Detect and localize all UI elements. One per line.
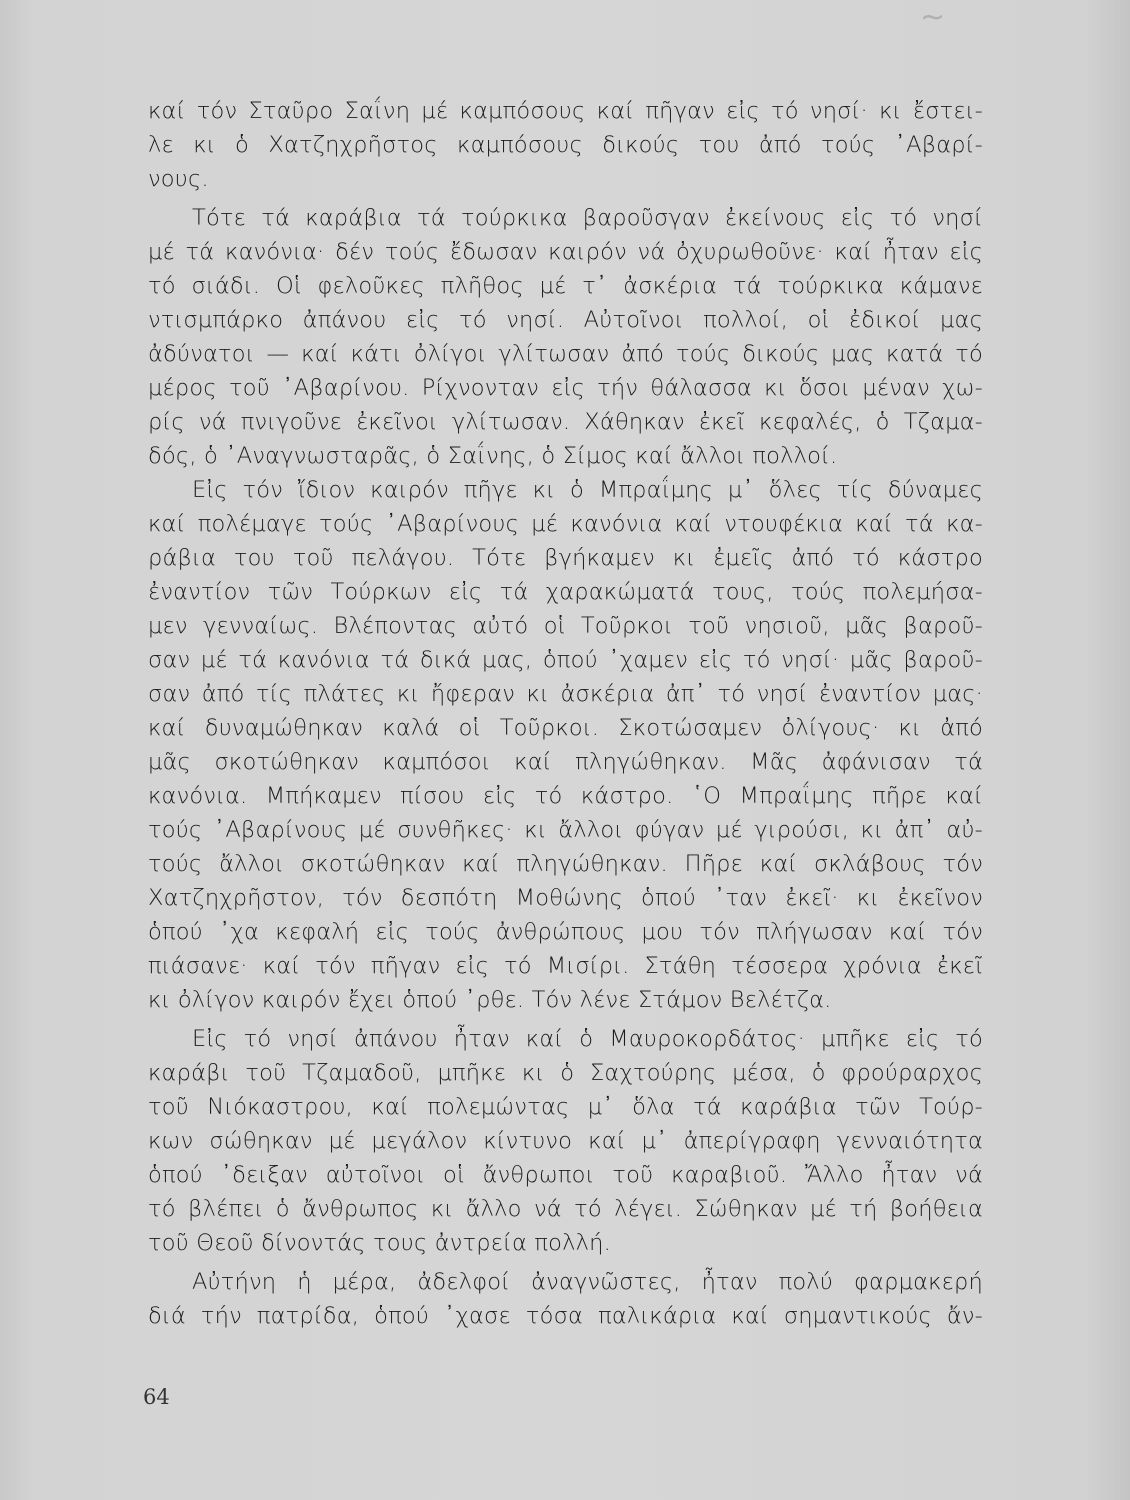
text-line: κων σώθηκαν μέ μεγάλον κίντυνο καί μ᾿ ἀπερίγραφη γενναιότητα	[148, 1128, 983, 1154]
text-line: ἐναντίον τῶν Τούρκων εἰς τά χαρακώματά τους, τούς πολεμήσα-	[148, 579, 983, 605]
text-line: τούς ἄλλοι σκοτώθηκαν καί πληγώθηκαν. Πῆρε καί σκλάβους τόν	[148, 851, 983, 877]
text-line: τοῦ Νιόκαστρου, καί πολεμώντας μ᾿ ὅλα τά καράβια τῶν Τούρ-	[148, 1094, 983, 1120]
text-line: πιάσανε· καί τόν πῆγαν εἰς τό Μισίρι. Στάθη τέσσερα χρόνια ἐκεῖ	[148, 953, 983, 979]
text-line: Εἰς τόν ἴδιον καιρόν πῆγε κι ὁ Μπραΐμης μ᾿ ὅλες τίς δύναμες	[192, 477, 983, 503]
text-line: καράβι τοῦ Τζαμαδοῦ, μπῆκε κι ὁ Σαχτούρης μέσα, ὁ φρούραρχος	[148, 1060, 983, 1086]
text-line: Τότε τά καράβια τά τούρκικα βαροῦσγαν ἐκείνους εἰς τό νησί	[192, 205, 983, 231]
text-line: μᾶς σκοτώθηκαν καμπόσοι καί πληγώθηκαν. Μᾶς ἀφάνισαν τά	[148, 749, 983, 775]
text-line: καί πολέμαγε τούς ᾿Αβαρίνους μέ κανόνια καί ντουφέκια καί τά κα-	[148, 511, 983, 537]
text-line: ὁπού ᾿δειξαν αὐτοῖνοι οἱ ἄνθρωποι τοῦ καραβιοῦ. Ἄλλο ἦταν νά	[148, 1162, 983, 1188]
page-number: 64	[143, 1385, 170, 1409]
text-line: ἀδύνατοι — καί κάτι ὀλίγοι γλίτωσαν ἀπό τούς δικούς μας κατά τό	[148, 341, 983, 367]
text-line: καί τόν Σταῦρο Σαΐνη μέ καμπόσους καί πῆγαν εἰς τό νησί· κι ἔστει-	[148, 98, 983, 124]
text-line: ρίς νά πνιγοῦνε ἐκεῖνοι γλίτωσαν. Χάθηκαν ἐκεῖ κεφαλές, ὁ Τζαμα-	[148, 409, 983, 435]
text-line: σαν μέ τά κανόνια τά δικά μας, ὁπού ᾿χαμεν εἰς τό νησί· μᾶς βαροῦ-	[148, 647, 983, 673]
bleed-through-mark: ~	[920, 0, 946, 35]
text-line: τούς ᾿Αβαρίνους μέ συνθῆκες· κι ἄλλοι φύγαν μέ γιρούσι, κι ἀπ᾿ αὐ-	[148, 817, 983, 843]
text-line: νους.	[148, 166, 209, 192]
text-line: δός, ὁ ᾿Αναγνωσταρᾶς, ὁ Σαΐνης, ὁ Σίμος καί ἄλλοι πολλοί.	[148, 443, 838, 469]
text-line: Αὐτήνη ἡ μέρα, ἀδελφοί ἀναγνῶστες, ἦταν πολύ φαρμακερή	[192, 1269, 983, 1295]
text-line: καί δυναμώθηκαν καλά οἱ Τοῦρκοι. Σκοτώσαμεν ὀλίγους· κι ἀπό	[148, 715, 983, 741]
text-line: μέ τά κανόνια· δέν τούς ἔδωσαν καιρόν νά ὀχυρωθοῦνε· καί ἦταν εἰς	[148, 239, 983, 265]
text-line: μέρος τοῦ ᾿Αβαρίνου. Ρίχνονταν εἰς τήν θάλασσα κι ὅσοι μέναν χω-	[148, 375, 983, 401]
text-line: σαν ἀπό τίς πλάτες κι ἤφεραν κι ἀσκέρια ἀπ᾿ τό νησί ἐναντίον μας·	[148, 681, 983, 707]
text-line: κι ὀλίγον καιρόν ἔχει ὁπού ᾿ρθε. Τόν λένε Στάμον Βελέτζα.	[148, 987, 832, 1013]
text-line: μεν γενναίως. Βλέποντας αὐτό οἱ Τοῦρκοι τοῦ νησιοῦ, μᾶς βαροῦ-	[148, 613, 983, 639]
text-line: Χατζηχρῆστον, τόν δεσπότη Μοθώνης ὁπού ᾿ταν ἐκεῖ· κι ἐκεῖνον	[148, 885, 983, 911]
text-line: ράβια του τοῦ πελάγου. Τότε βγήκαμεν κι ἐμεῖς ἀπό τό κάστρο	[148, 545, 983, 571]
text-line: ντισμπάρκο ἀπάνου εἰς τό νησί. Αὐτοῖνοι πολλοί, οἱ ἐδικοί μας	[148, 307, 983, 333]
text-line: τοῦ Θεοῦ δίνοντάς τους ἀντρεία πολλή.	[148, 1230, 611, 1256]
text-line: τό σιάδι. Οἱ φελοῦκες πλῆθος μέ τ᾿ ἀσκέρια τά τούρκικα κάμανε	[148, 273, 983, 299]
text-line: Εἰς τό νησί ἀπάνου ἦταν καί ὁ Μαυροκορδάτος· μπῆκε εἰς τό	[192, 1026, 983, 1052]
text-line: τό βλέπει ὁ ἄνθρωπος κι ἄλλο νά τό λέγει. Σώθηκαν μέ τή βοήθεια	[148, 1196, 983, 1222]
text-line: ὁπού ᾿χα κεφαλή εἰς τούς ἀνθρώπους μου τόν πλήγωσαν καί τόν	[148, 919, 983, 945]
text-line: λε κι ὁ Χατζηχρῆστος καμπόσους δικούς του ἀπό τούς ᾿Αβαρί-	[148, 132, 983, 158]
text-line: διά τήν πατρίδα, ὁπού ᾿χασε τόσα παλικάρια καί σημαντικούς ἄν-	[148, 1303, 983, 1329]
text-line: κανόνια. Μπήκαμεν πίσου εἰς τό κάστρο. ῾Ο Μπραΐμης πῆρε καί	[148, 783, 983, 809]
